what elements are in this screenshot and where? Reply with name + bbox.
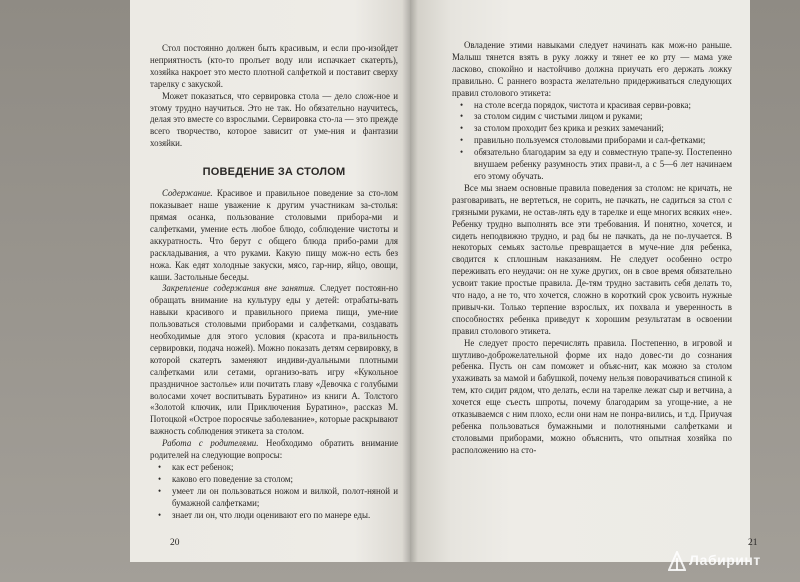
bullet-icon: • xyxy=(460,123,464,134)
bullet-icon: • xyxy=(158,485,162,496)
list-item-text: каково его поведение за столом; xyxy=(172,473,293,484)
bullet-icon: • xyxy=(158,473,162,484)
list-item xyxy=(452,100,732,112)
right-page xyxy=(410,0,750,562)
right-paragraph-2: Все мы знаем основные правила поведения за столом: не кричать, не разговаривать, не вертеться, не сорить, не пачкать, не садиться за стол с грязными руками, не остав-лять еду в тарелке и еще многих всяких «не». Ребенку трудно выполнять все эти требования. И понятно, хочется, и сидеть неподвижно трудно, и рад бы не пачкать, да не по-лучается. В некоторых семьях застолье превращается в мучe-ние для ребенка, сводится к сплошным наказаниям. Не следует особенно остро переживать его неудачи: он не хуже других, он в свое время обязательно усвоит такие простые правила. Де-тям трудно заставить себя делать то, что надо, а не то, что хочется, сложно в короткий срок усвоить нужные привыч-ки. Только терпение взрослых, их похвала и уверенность в способностях ребенка приведут к хорошим результатам в освоении правил столового этикета. xyxy=(452,182,732,336)
watermark-text: Лабиринт xyxy=(689,552,761,568)
list-item-text: умеет ли он пользоваться ножом и вилкой, полот-няной и бумажной салфетками; xyxy=(172,485,398,508)
content-label: Содержание. xyxy=(162,188,213,199)
parents-label: Работа с родителями. xyxy=(162,438,259,449)
section-heading: ПОВЕДЕНИЕ ЗА СТОЛОМ xyxy=(202,166,346,179)
list-item xyxy=(150,462,398,474)
fix-label: Закрепление содержания вне занятия. xyxy=(162,283,316,294)
list-item-text: за столом проходит без крика и резких замечаний; xyxy=(474,123,664,134)
bullet-icon: • xyxy=(460,135,464,146)
book-gutter xyxy=(402,0,418,562)
right-paragraph-3: Не следует просто перечислять правила. Постепенно, в игровой и шутливо-доброжелательной форме их надо довес-ти до сознания ребенка. Пусть он сам поможет и объяс-нит, как можно за столом ухаживать за мамой и бабушкой, почему нельзя поворачиваться спиной к тем, кто сидит рядом, что делать, если на тарелке лежат сыр и ветчина, а хочется еще съесть шпроты, почему благодарим за угоще-ние, а не отказываемся с ним плохо, если они нам не понра-вились, и т.д. Приучая ребенка пользоваться бумажными и полотняными салфетками и столовыми приборами, можно объяснить, что опытная хозяйка по расположению на сто- xyxy=(452,337,732,455)
etiquette-rules-list xyxy=(452,100,732,183)
bullet-icon: • xyxy=(460,111,464,122)
content-paragraph xyxy=(150,188,398,283)
list-item xyxy=(150,486,398,510)
list-item-text: обязательно благодарим за еду и совместную трапе-зу. Постепенно внушаем ребенку разумность этих прави-л, а с 5—6 лет начинаем его этому обучать. xyxy=(474,147,732,181)
fix-text: Следует постоян-но обращать внимание на культуру еды у детей: отрабаты-вать навыки красивого и правильного приема пищи, уме-ние пользоваться столовыми приборами и салфетками, создавать необходимые для этого условия (красота и пра-вильность сервировки, подача ножей). Можно показать детям сервировку, в которой скатерть заменяют индиви-дуальными плотными салфетками или сетами, организо-вать игру «Кукольное праздничное застолье» или почитать главу «Девочка с голубыми волосами хочет воспитывать Буратино» из книги А. Толстого «Золотой ключик, или Приключения Буратино», рассказ М. Потоцкой «Острое поросячье заболевание», которые раскрывают важность соблюдения этикета за столом. xyxy=(150,283,398,437)
page-number-left: 20 xyxy=(170,538,180,548)
list-item xyxy=(150,474,398,486)
bullet-icon: • xyxy=(460,99,464,110)
left-page xyxy=(130,0,410,562)
list-item-text: правильно пользуемся столовыми приборами и сал-фетками; xyxy=(474,135,706,146)
list-item-text: знает ли он, что люди оценивают его по манере еды. xyxy=(172,509,371,520)
page-number-right: 21 xyxy=(748,538,758,548)
list-item-text: на столе всегда порядок, чистота и красивая серви-ровка; xyxy=(474,99,691,110)
list-item-text: за столом сидим с чистыми лицом и руками; xyxy=(474,111,643,122)
intro-paragraph-1: Стол постоянно должен быть красивым, и если про-изойдет неприятность (кто-то пролъет воду или испачкает скатерть), хозяйка накроет это место плотной салфеткой и поставит сверху тарелку с закуской. xyxy=(150,43,398,89)
bullet-icon: • xyxy=(158,509,162,520)
labyrinth-icon xyxy=(668,551,686,571)
bullet-icon: • xyxy=(158,462,162,472)
content-text: Красивое и правильное поведение за сто-лом показывает наше уважение к другим участникам за-столья: прямая осанка, пользование столовыми прибора-ми и салфетками, умение есть любое блюдо, соблюдение чистоты и аккуратность. Что берут с общего блюда прибо-рами для раскладывания, а что руками. Какую пищу мож-но есть без ножа. Как едят холодные закуски, мясо, гар-нир, яйцо, овощи, каши. Застольные беседы. xyxy=(150,188,398,282)
list-item xyxy=(452,147,732,183)
parents-questions-list xyxy=(150,462,398,522)
list-item xyxy=(452,111,732,123)
list-item xyxy=(452,123,732,135)
parents-paragraph xyxy=(150,438,398,462)
parents-text: Необходимо обратить внимание родителей на следующие вопросы: xyxy=(150,438,399,461)
list-item-text: как ест ребенок; xyxy=(172,462,234,472)
bullet-icon: • xyxy=(460,147,464,158)
watermark-logo xyxy=(668,548,778,572)
right-paragraph-1: Овладение этими навыками следует начинать как мож-но раньше. Малыш тянется взять в руку ложку и тянет ее ко рту — мама уже ласково, спокойно и настойчиво должна приучать его держать ложку правильно. С раннего возраста желательно придерживаться следующих правил столового этикета: xyxy=(452,40,732,98)
intro-paragraph-2: Может показаться, что сервировка стола — дело слож-ное и этому трудно научиться. Это не так. Но обязательно научитесь, делая это вместе со взрослыми. Сервировка сто-ла — это прежде всего творчество, которое зависит от уме-ния и фантазии хозяйки. xyxy=(150,90,398,149)
list-item xyxy=(150,510,398,522)
fix-paragraph xyxy=(150,283,398,438)
list-item xyxy=(452,135,732,147)
